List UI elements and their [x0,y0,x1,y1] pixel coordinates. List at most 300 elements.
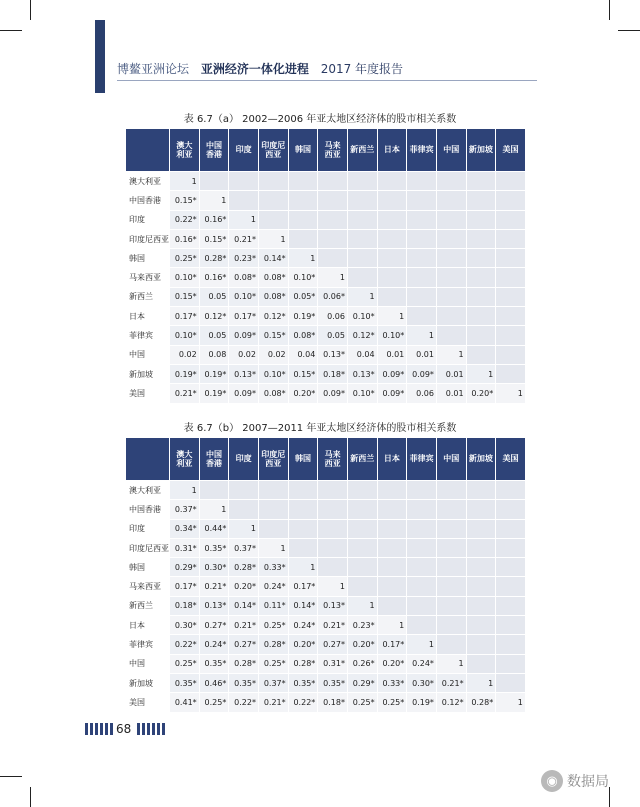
table-cell: 0.19* [199,384,229,403]
table-cell [466,596,496,615]
table-cell: 0.28* [258,635,288,654]
column-header: 新西兰 [347,438,377,481]
table-cell [496,268,526,287]
table-row [126,577,526,596]
correlation-table-a [125,128,526,404]
table-cell: 0.19* [407,693,437,712]
table-cell [466,481,496,500]
row-label: 韩国 [126,249,170,268]
table-cell: 0.12* [436,693,466,712]
table-cell: 0.25* [347,693,377,712]
row-label: 日本 [126,307,170,326]
table-cell: 0.04 [288,345,318,364]
table-cell: 0.16* [199,268,229,287]
table-row [126,500,526,519]
table-cell [466,191,496,210]
table-cell: 0.27* [229,635,259,654]
table-cell [436,596,466,615]
table-cell: 1 [199,191,229,210]
table-cell: 0.17* [229,307,259,326]
column-header: 日本 [377,438,407,481]
table-cell [347,249,377,268]
running-header [117,60,403,77]
table-cell [436,326,466,345]
table-cell [407,172,437,191]
table-cell: 0.21* [199,577,229,596]
table-cell: 0.05 [199,326,229,345]
table-cell [288,481,318,500]
table-cell: 1 [496,384,526,403]
table-cell: 0.41* [170,693,200,712]
table-cell [318,538,348,557]
row-label: 印度 [126,519,170,538]
table-cell: 0.10* [258,364,288,383]
table-cell: 0.01 [436,364,466,383]
table-cell [496,538,526,557]
table-cell: 0.12* [258,307,288,326]
table-cell [466,326,496,345]
table-cell: 0.08* [288,326,318,345]
table-cell [347,481,377,500]
row-label: 美国 [126,693,170,712]
table-cell [229,191,259,210]
row-label: 印度 [126,210,170,229]
table-cell: 0.08* [258,384,288,403]
table-cell: 0.09* [318,384,348,403]
table-cell [258,172,288,191]
table-cell [318,191,348,210]
table-cell [466,345,496,364]
table-cell: 0.18* [170,596,200,615]
table-cell [496,364,526,383]
header-accent-band [95,20,105,93]
table-cell: 0.25* [170,654,200,673]
table-cell: 0.17* [170,577,200,596]
table-cell [377,191,407,210]
table-cell: 0.15* [170,191,200,210]
table-cell [496,172,526,191]
table-cell: 1 [436,654,466,673]
table-cell: 0.22* [170,635,200,654]
table-cell [318,558,348,577]
row-label: 马来西亚 [126,577,170,596]
table-cell: 0.01 [407,345,437,364]
header-title: 亚洲经济一体化进程 [200,62,309,76]
table-cell: 0.14* [229,596,259,615]
table-row [126,287,526,306]
table-cell: 0.21* [229,229,259,248]
table-cell: 0.20* [229,577,259,596]
table-cell: 0.27* [318,635,348,654]
column-header: 菲律宾 [407,438,437,481]
table-cell: 0.01 [436,384,466,403]
table-cell: 1 [229,210,259,229]
row-label: 中国香港 [126,191,170,210]
table-cell: 0.10* [288,268,318,287]
table-cell [496,577,526,596]
table-row [126,191,526,210]
table-cell [258,481,288,500]
table-cell: 0.01 [377,345,407,364]
table-cell: 0.13* [318,345,348,364]
table-cell: 0.21* [318,616,348,635]
table-cell: 0.10* [229,287,259,306]
table-cell [466,577,496,596]
table-cell: 0.24* [288,616,318,635]
table-cell: 0.02 [229,345,259,364]
table-cell: 0.44* [199,519,229,538]
table-cell [347,558,377,577]
table-cell: 1 [407,326,437,345]
table-cell: 0.20* [377,654,407,673]
table-cell: 0.13* [229,364,259,383]
table-cell: 0.24* [407,654,437,673]
table-row [126,326,526,345]
table-cell: 0.17* [170,307,200,326]
table-cell: 0.12* [199,307,229,326]
table-cell [229,172,259,191]
column-header: 马来 西亚 [318,438,348,481]
table-cell: 0.25* [199,693,229,712]
table-cell: 1 [407,635,437,654]
table-cell: 0.14* [258,249,288,268]
table-cell [377,287,407,306]
table-cell: 0.29* [170,558,200,577]
table-cell: 1 [318,268,348,287]
table-cell [347,577,377,596]
table-cell [288,500,318,519]
table-cell [199,172,229,191]
table-cell [496,229,526,248]
table-cell: 0.23* [229,249,259,268]
table-cell [436,500,466,519]
table-row [126,481,526,500]
table-cell: 0.33* [377,673,407,692]
table-cell: 1 [258,538,288,557]
table-cell [377,229,407,248]
table-cell [377,577,407,596]
table-cell [347,268,377,287]
table-cell [496,326,526,345]
table-cell [347,191,377,210]
table-cell: 0.28* [229,654,259,673]
table-cell: 1 [258,229,288,248]
column-header: 中国 [436,438,466,481]
table-cell: 1 [199,500,229,519]
table-cell: 0.15* [170,287,200,306]
table-cell: 0.30* [407,673,437,692]
table-cell: 0.30* [199,558,229,577]
table-cell: 0.10* [170,326,200,345]
table-cell: 0.37* [229,538,259,557]
table-cell: 1 [229,519,259,538]
table-cell [407,558,437,577]
row-label: 新西兰 [126,287,170,306]
table-caption-a: 表 6.7（a） 2002—2006 年亚太地区经济体的股市相关系数 [183,114,457,125]
table-cell [436,307,466,326]
table-cell: 1 [347,596,377,615]
table-cell: 0.13* [318,596,348,615]
table-cell: 0.25* [170,249,200,268]
table-cell [407,210,437,229]
table-cell: 0.08 [199,345,229,364]
table-cell [466,500,496,519]
table-cell: 0.19* [170,364,200,383]
table-cell: 0.16* [199,210,229,229]
table-cell: 0.21* [229,616,259,635]
table-row [126,268,526,287]
table-cell [436,519,466,538]
table-cell [377,172,407,191]
table-cell: 0.20* [347,635,377,654]
table-cell: 0.35* [170,673,200,692]
table-cell: 0.06 [407,384,437,403]
table-cell: 0.20* [466,384,496,403]
row-label: 澳大利亚 [126,481,170,500]
table-cell: 0.22* [170,210,200,229]
table-cell [436,635,466,654]
table-cell: 0.35* [288,673,318,692]
table-cell [496,249,526,268]
table-cell [436,577,466,596]
table-row [126,558,526,577]
table-row [126,229,526,248]
table-cell [407,307,437,326]
table-cell: 0.09* [229,326,259,345]
table-cell: 0.08* [258,287,288,306]
header-rule [117,80,537,81]
table-cell [436,229,466,248]
table-cell [347,229,377,248]
table-cell: 0.31* [318,654,348,673]
table-cell [318,500,348,519]
column-header: 韩国 [288,129,318,172]
table-cell [436,481,466,500]
row-label: 马来西亚 [126,268,170,287]
table-cell: 0.28* [466,693,496,712]
table-cell: 0.09* [377,364,407,383]
table-cell [436,172,466,191]
column-header: 中国 香港 [199,438,229,481]
table-cell: 1 [377,307,407,326]
table-cell [466,616,496,635]
table-cell: 1 [318,577,348,596]
column-header: 中国 香港 [199,129,229,172]
table-cell: 0.25* [258,616,288,635]
table-cell [407,268,437,287]
table-cell [496,500,526,519]
table-cell: 0.09* [377,384,407,403]
table-cell: 0.25* [377,693,407,712]
table-cell: 0.19* [288,307,318,326]
table-cell [377,596,407,615]
table-cell: 0.10* [377,326,407,345]
table-row [126,538,526,557]
table-cell: 0.28* [288,654,318,673]
table-cell: 0.28* [199,249,229,268]
table-cell: 0.21* [258,693,288,712]
column-header: 新加坡 [466,129,496,172]
table-cell [377,500,407,519]
table-cell: 0.26* [347,654,377,673]
table-cell: 0.24* [199,635,229,654]
table-row [126,384,526,403]
table-cell [258,500,288,519]
table-cell: 0.10* [170,268,200,287]
table-row [126,210,526,229]
row-label: 中国 [126,654,170,673]
table-header-row [126,129,526,172]
table-cell: 1 [496,693,526,712]
table-cell [407,596,437,615]
row-label: 美国 [126,384,170,403]
crop-mark [30,787,31,807]
table-cell: 0.35* [199,538,229,557]
table-cell [466,538,496,557]
table-cell [347,500,377,519]
table-cell [496,596,526,615]
table-cell [466,635,496,654]
table-cell: 0.22* [229,693,259,712]
table-cell [496,519,526,538]
table-cell: 0.37* [258,673,288,692]
crop-mark [30,0,31,20]
table-cell [496,616,526,635]
table-cell [466,249,496,268]
table-cell [407,481,437,500]
table-cell: 0.05 [199,287,229,306]
row-label: 菲律宾 [126,635,170,654]
table-cell: 0.28* [229,558,259,577]
column-header: 美国 [496,438,526,481]
column-header: 菲律宾 [407,129,437,172]
table-cell: 0.08* [229,268,259,287]
table-cell: 1 [170,172,200,191]
table-cell: 1 [466,364,496,383]
table-cell [407,577,437,596]
table-cell [347,172,377,191]
table-cell: 0.20* [288,635,318,654]
table-cell [288,191,318,210]
table-cell [407,287,437,306]
row-label: 韩国 [126,558,170,577]
table-cell [407,519,437,538]
table-cell [318,210,348,229]
row-label: 新加坡 [126,364,170,383]
table-cell: 0.02 [170,345,200,364]
correlation-table-b [125,437,526,713]
crop-mark [0,776,22,777]
table-cell [407,191,437,210]
table-cell: 0.10* [347,307,377,326]
table-cell: 0.11* [258,596,288,615]
table-cell: 0.10* [347,384,377,403]
table-cell [466,172,496,191]
table-cell: 0.17* [377,635,407,654]
table-cell [436,616,466,635]
table-cell: 0.46* [199,673,229,692]
table-cell: 0.15* [199,229,229,248]
table-cell: 1 [347,287,377,306]
row-label: 印度尼西亚 [126,538,170,557]
table-cell: 0.27* [199,616,229,635]
table-caption-b: 表 6.7（b） 2007—2011 年亚太地区经济体的股市相关系数 [183,423,457,434]
table-cell [407,229,437,248]
table-cell [377,268,407,287]
table-cell [407,616,437,635]
table-cell [496,673,526,692]
table-cell [318,249,348,268]
table-cell [496,654,526,673]
table-cell: 0.33* [258,558,288,577]
row-label: 菲律宾 [126,326,170,345]
table-cell: 0.35* [229,673,259,692]
table-cell [466,519,496,538]
table-cell: 0.16* [170,229,200,248]
table-cell [496,191,526,210]
table-cell: 0.37* [170,500,200,519]
table-cell [496,210,526,229]
column-header: 日本 [377,129,407,172]
row-label: 新加坡 [126,673,170,692]
row-label: 新西兰 [126,596,170,615]
table-cell: 0.09* [229,384,259,403]
table-row [126,345,526,364]
crop-mark [609,0,610,20]
table-cell: 0.21* [170,384,200,403]
column-header: 马来 西亚 [318,129,348,172]
column-header: 印度 [229,438,259,481]
table-cell [466,558,496,577]
column-header: 印度尼 西亚 [258,129,288,172]
table-cell [496,307,526,326]
table-cell: 0.18* [318,693,348,712]
table-cell [436,191,466,210]
table-cell: 0.15* [258,326,288,345]
table-cell [466,268,496,287]
table-cell [496,635,526,654]
table-cell: 1 [377,616,407,635]
table-cell [436,268,466,287]
table-cell: 0.09* [407,364,437,383]
table-row [126,364,526,383]
table-cell: 1 [170,481,200,500]
table-cell: 0.24* [258,577,288,596]
table-cell: 1 [436,345,466,364]
table-cell [288,519,318,538]
table-cell: 0.15* [288,364,318,383]
table-cell [466,287,496,306]
table-cell: 0.18* [318,364,348,383]
column-header: 新加坡 [466,438,496,481]
table-cell: 1 [466,673,496,692]
table-cell [407,249,437,268]
table-cell: 0.05 [318,326,348,345]
table-cell [258,210,288,229]
table-cell: 0.06* [318,287,348,306]
table-cell [466,307,496,326]
crop-mark [0,30,22,31]
table-cell: 0.25* [258,654,288,673]
row-label: 日本 [126,616,170,635]
table-cell: 0.13* [199,596,229,615]
table-row [126,519,526,538]
table-cell: 0.35* [318,673,348,692]
table-cell [436,210,466,229]
table-cell: 0.22* [288,693,318,712]
table-cell [377,538,407,557]
table-cell [407,500,437,519]
